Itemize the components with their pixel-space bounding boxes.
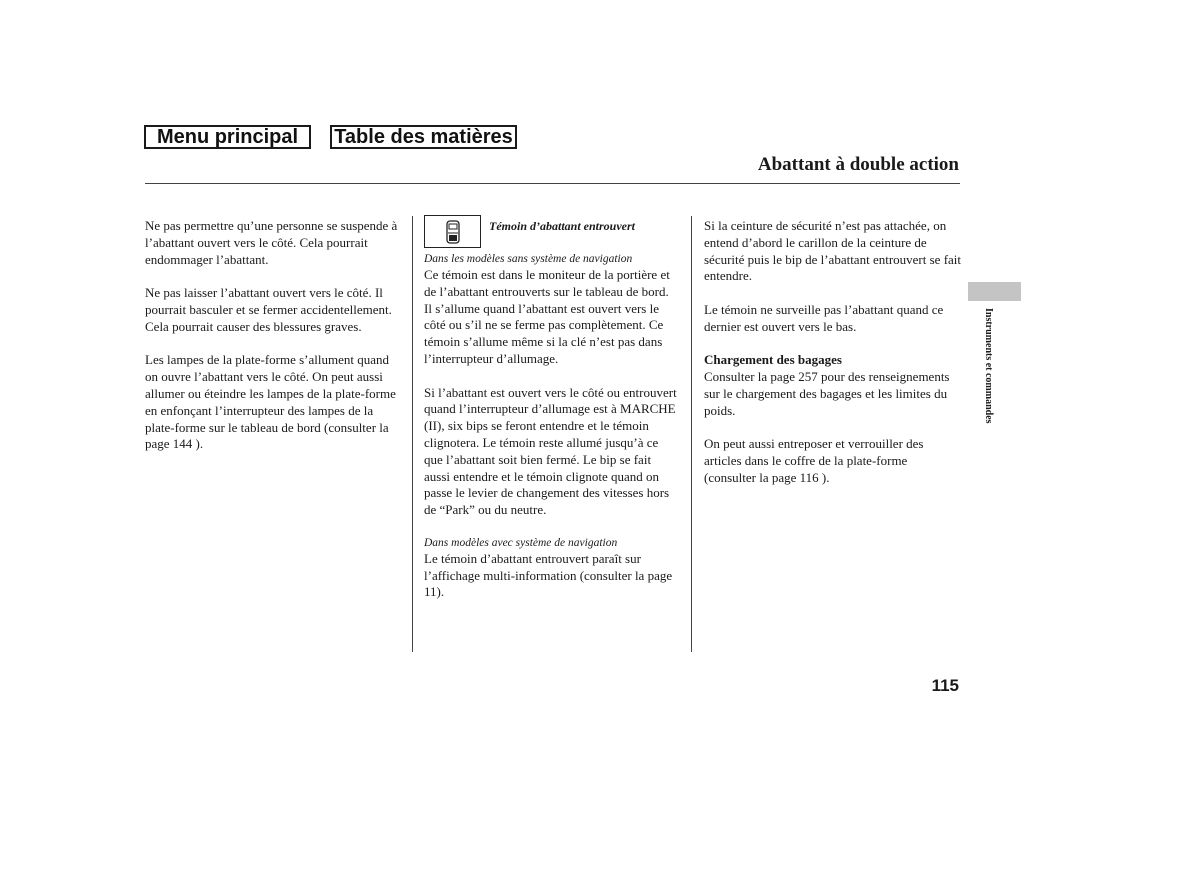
paragraph: Ne pas laisser l’abattant ouvert vers le côté. Il pourrait basculer et se fermer accidentellement. Cela pourrait causer des blessures graves. — [145, 285, 392, 334]
column-divider — [691, 216, 692, 652]
paragraph: Le témoin d’abattant entrouvert paraît sur l’affichage multi-information (consulter la page 11). — [424, 550, 673, 600]
paragraph: Les lampes de la plate-forme s’allument quand on ouvre l’abattant vers le côté. On peut aussi allumer ou éteindre les lampes de la plate-forme en enfonçant l’interrupteur des lampes de la plate-forme sur le tableau de bord (consulter la page 144 ). — [145, 352, 396, 452]
column-middle — [424, 218, 679, 618]
column-left — [145, 218, 403, 470]
tailgate-open-indicator-icon — [444, 220, 462, 244]
condition-note: Dans les modèles sans système de navigation — [424, 253, 633, 265]
subheading: Chargement des bagages — [704, 352, 842, 368]
page-number: 115 — [931, 676, 959, 695]
paragraph: Ne pas permettre qu’une personne se suspende à l’abattant ouvert vers le côté. Cela pourrait endommager l’abattant. — [145, 218, 398, 267]
table-of-contents-button[interactable]: Table des matières — [330, 125, 517, 149]
paragraph-text: Consulter la page 257 pour des renseignements sur le chargement des bagages et les limites du poids. — [704, 369, 950, 418]
paragraph: Ce témoin est dans le moniteur de la portière et de l’abattant entrouverts sur le tableau de bord. Il s’allume quand l’abattant est ouvert vers le côté ou s’il ne se ferme pas complètement. Ce témoin s’allume même si la clé n’est pas dans l’interrupteur d’allumage. — [424, 267, 670, 366]
column-right — [704, 218, 962, 504]
cargo-section — [704, 352, 962, 419]
paragraph: Si l’abattant est ouvert vers le côté ou entrouvert quand l’interrupteur d’allumage est à MARCHE (II), six bips se feront entendre et le témoin clignotera. Le témoin reste allumé jusqu’à ce que l’abattant soit bien fermé. Le bip se fait aussi entendre et le témoin clignote quand on passe le levier de changement des vitesses hors de “Park” ou du neutre. — [424, 384, 677, 518]
paragraph: Le témoin ne surveille pas l’abattant quand ce dernier est ouvert vers le bas. — [704, 301, 944, 334]
indicator-heading-row — [424, 218, 679, 252]
section-tab — [968, 282, 1021, 301]
section-label: Instruments et commandes — [983, 308, 994, 424]
paragraph: On peut aussi entreposer et verrouiller des articles dans le coffre de la plate-forme (consulter la page 116 ). — [704, 436, 924, 485]
page-title: Abattant à double action — [757, 154, 959, 175]
column-divider — [412, 216, 413, 652]
indicator-icon-box — [424, 215, 481, 248]
paragraph: Si la ceinture de sécurité n’est pas attachée, on entend d’abord le carillon de la ceinture de sécurité puis le bip de l’abattant entrouvert se fait entendre. — [704, 218, 962, 284]
condition-note: Dans modèles avec système de navigation — [424, 536, 618, 549]
indicator-heading: Témoin d’abattant entrouvert — [489, 219, 636, 233]
header-rule — [145, 183, 960, 184]
main-menu-button[interactable]: Menu principal — [144, 125, 311, 149]
